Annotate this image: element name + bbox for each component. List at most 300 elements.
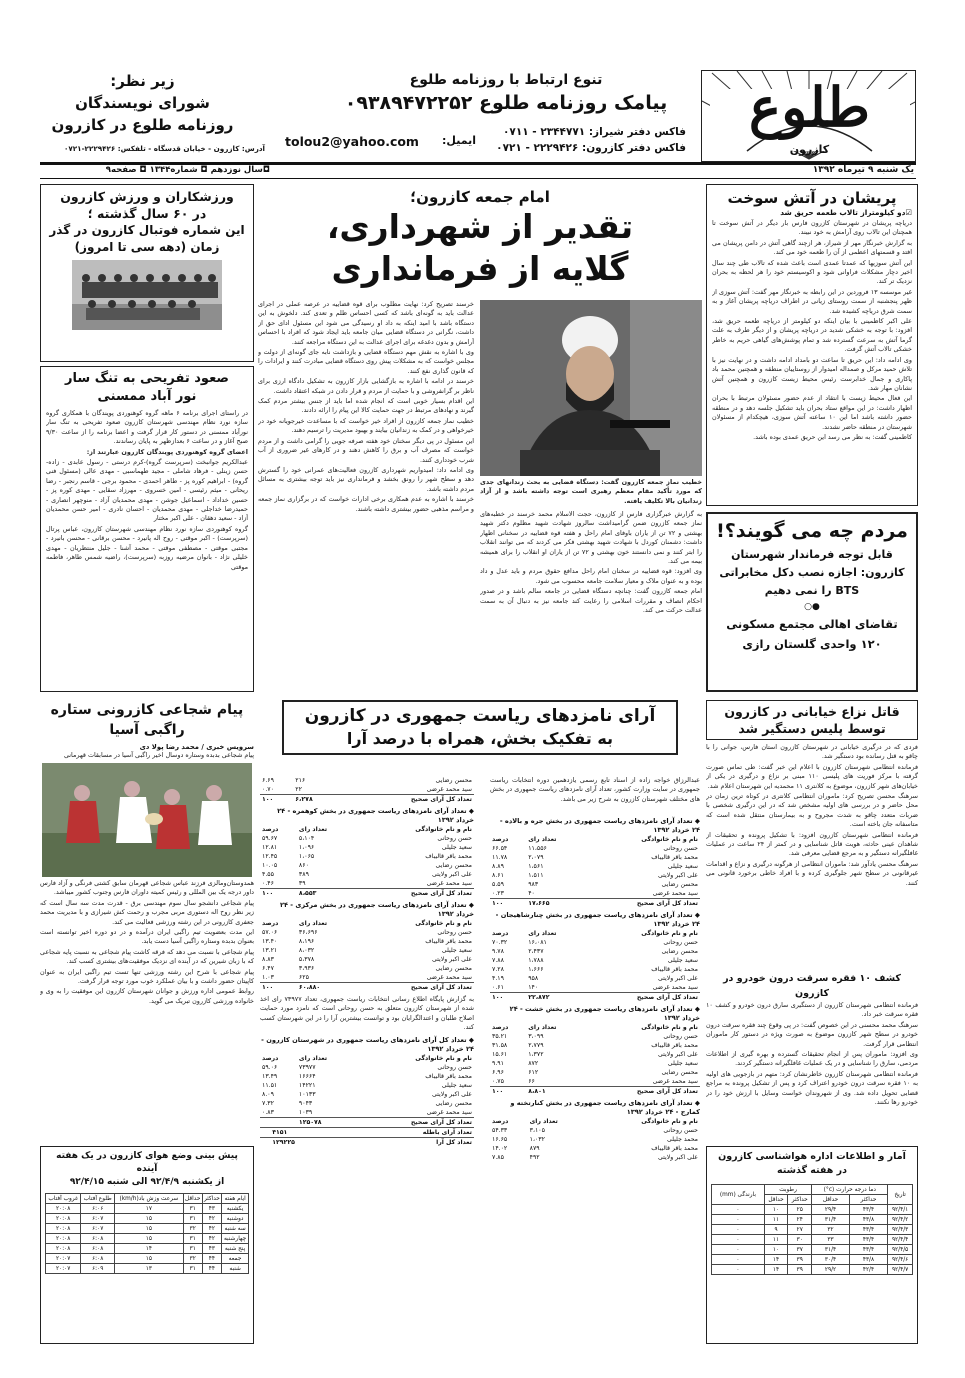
header-rule-2 — [40, 178, 916, 179]
candidate-pct: ۴.۵۵ — [262, 871, 274, 878]
lead-body-a: به گزارش خبرگزاری فارس از کازرون، حجت الاسلام محمد خرسند در خطبه‌های نماز جمعه کازرون ضمن گرامیداشت سالروز شهادت شهید مظلوم دکتر شهید بهشتی و ۷۲ تن از یاران باوفای امام راحل و هفته قوه قضاییه در سخنانی اظهار داشت: دشمنان کوردل با شهادت شهید بهشتی فکر می کردند که می توانند انقلاب را ابتر کنند و نمی دانستند خون بهشتی و ۷۲ تن از یاران او انقلاب را برای همیشه بیمه می کند. وی افزود: قوه قضاییه در سخنان امام راحل مدافع حقوق مردم و باید عدل و داد بوده و به عنوان ملاک و معیار سلامت جامعه محسوب می شود. امام جمعه کازرون گفت: چنانچه دستگاه قضایی در جامعه سالم باشد و در صدور احکام انصاف و مقررات اسلامی را رعایت کند جامعه نیز به دنبال آن به سمت عدالت حرکت می کند. — [480, 510, 702, 615]
met-row: ۹۲/۴/۳ ۴۳/۴ ۳۲ ۲۷ ۹ ۰ — [712, 1225, 913, 1235]
col-pct-header: درصد — [492, 1118, 509, 1125]
candidate-votes: ۵،۱۰۴ — [298, 835, 315, 842]
forecast-row: شنبه ۴۴ ۳۱ ۱۳ ۶:۰۹ ۲۰:۰۷ — [46, 1264, 249, 1274]
star-title-2: راگبی آسیا — [109, 722, 185, 738]
candidate-votes: ۴۰ — [528, 890, 535, 897]
candidate-votes: ۳،۰۹۹ — [528, 1033, 544, 1040]
candidate-votes: ۲۱۶ — [295, 777, 306, 784]
candidate-pct: ۹.۷۸ — [492, 948, 504, 955]
vote-row — [490, 1135, 700, 1144]
team-photo-icon — [72, 260, 222, 330]
candidate-name: محسن رضایی — [435, 777, 472, 784]
candidate-votes: ۱،۰۶۵ — [298, 853, 315, 860]
ascent-title-1: صعود تفریحی به تنگ سار — [65, 371, 229, 386]
vote-table-header — [260, 919, 474, 928]
candidate-votes: ۸،۱۹۶ — [298, 938, 315, 945]
vote-table-header — [490, 1117, 700, 1126]
candidate-name: محمد باقر قالیباف — [425, 853, 472, 860]
vote-table-title: ◆ تعداد آرای نامزدهای ریاست جمهوری در بخش کوهمره - ۲۴ خرداد ۱۳۹۲ — [277, 807, 474, 824]
forecast-row: پنج شنبه ۴۳ ۳۱ ۱۴ ۶:۰۸ ۲۰:۰۸ — [46, 1244, 249, 1254]
vote-table-block — [490, 1099, 700, 1162]
election-col-right — [490, 776, 700, 1162]
vote-table — [260, 1054, 474, 1127]
candidate-pct: ۰.۷۰ — [262, 786, 274, 793]
candidate-name: محمد باقر قالیباف — [651, 966, 698, 973]
total-pct: ۱۰۰ — [490, 1087, 526, 1097]
candidate-name: حسن روحانی — [437, 1064, 472, 1071]
vote-extra-table — [260, 1127, 474, 1147]
candidate-name: محمد باقر قالیباف — [651, 1145, 698, 1152]
candidate-votes: ۷۳۹۷۷ — [298, 1064, 316, 1071]
candidate-pct: ۵۹.۶۷ — [262, 835, 278, 842]
candidate-name: محمد باقر قالیباف — [425, 1073, 472, 1080]
vote-row — [490, 947, 700, 956]
total-pct: ۱۰۰ — [260, 795, 293, 805]
col-votes-header: تعداد رای — [528, 836, 557, 843]
election-mid-text: به گزارش پایگاه اطلاع رسانی انتخابات ریاست جمهوری، تعداد ۷۳۹۷۷ رای اخذ شده از شهرستان کازرون متعلق به حسن روحانی است که نامزد مورد حمایت اصلاح طلبان و اعتدالگرایان بود و توانست بیشترین آرا را در این شهرستان کسب کند. — [260, 995, 474, 1032]
candidate-pct: ۱۲.۴۵ — [262, 853, 278, 860]
col-pct-header: درصد — [262, 826, 279, 833]
vote-table-block — [260, 807, 474, 898]
vote-row — [260, 785, 474, 795]
candidate-pct: ۰.۲۳ — [492, 890, 504, 897]
candidate-name: علی اکبر ولایتی — [431, 1091, 472, 1098]
candidate-votes: ۲۲ — [295, 786, 302, 793]
contact-line1: تنوع ارتباط با روزنامه طلوع — [409, 72, 603, 88]
met-row: ۹۲/۴/۲ ۴۳/۸ ۳۱/۴ ۲۴ ۱۱ ۰ — [712, 1215, 913, 1225]
vote-table-title: ◆ تعداد آرای نامزدهای ریاست جمهوری در بخش مرکزی - ۲۴ خرداد ۱۳۹۲ — [279, 901, 474, 918]
vote-row — [490, 983, 700, 993]
candidate-pct: ۳۱.۵۸ — [492, 1042, 508, 1049]
extra-value: ۴۱۵۱ — [270, 1128, 338, 1138]
fire-title: پریشان در آتش سوخت — [727, 189, 897, 207]
candidate-name: محسن رضایی — [661, 881, 698, 888]
candidate-votes: ۸۷۲ — [528, 1060, 539, 1067]
candidate-votes: ۱۴۲۲۱ — [298, 1082, 316, 1089]
candidate-name: حسن روحانی — [437, 929, 472, 936]
candidate-pct: ۵۷.۰۶ — [262, 929, 278, 936]
candidate-votes: ۹۸۳ — [528, 881, 539, 888]
people-say-title: مردم چه می گویند؟! — [716, 520, 908, 542]
people-say-item2: تقاضای اهالی مجتمع مسکونی ۱۲۰ واحدی گلستان رازی — [726, 617, 898, 651]
candidate-pct: ۷.۲۸ — [492, 966, 504, 973]
vote-row — [260, 1072, 474, 1081]
total-votes: ۲۲،۸۷۲ — [526, 993, 583, 1003]
candidate-name: سید محمد غرضی — [426, 1109, 472, 1116]
vote-row — [490, 1126, 700, 1135]
candidate-votes: ۱،۶۶۶ — [528, 966, 544, 973]
forecast-row: یکشنبه ۴۳ ۳۱ ۱۷ ۶:۰۶ ۲۰:۰۸ — [46, 1204, 249, 1214]
masthead — [40, 70, 916, 180]
vote-extra-row — [260, 1138, 474, 1148]
vote-row — [490, 1144, 700, 1153]
met-table — [711, 1184, 913, 1275]
vote-row — [260, 852, 474, 861]
col-pct-header: درصد — [492, 930, 509, 937]
candidate-name: سعید جلیلی — [441, 947, 472, 954]
vote-table-header — [490, 835, 700, 844]
total-pct: ۱۰۰ — [490, 899, 526, 909]
candidate-name: سید محمد غرضی — [652, 984, 698, 991]
candidate-name: محمد باقر قالیباف — [425, 938, 472, 945]
candidate-name: سید محمد غرضی — [426, 974, 472, 981]
total-label: تعداد کل آرای صحیح — [355, 983, 474, 993]
total-pct: ۱۰۰ — [260, 983, 297, 993]
election-col-left — [260, 776, 474, 1147]
vote-row — [490, 965, 700, 974]
candidate-pct: ۷.۳۲ — [262, 1100, 274, 1107]
vote-total-row — [260, 795, 474, 805]
lead-body-b: خرسند تصریح کرد: نهایت مطلوب برای قوه قضاییه در عرصه عملی در اجرای عدالت باید به گونه‌ای باشد که کسی احساس ظلم و تعدی کند. دلخوش به این دستگاه باشد با امید اینکه به داد او رسیدگی می شود این مسئول ادای حق از داشت، نگرانی در دستگاه قضایی میان جامعه باید ایجاد شود که افراد با احساس آرامش و بدون دغدغه برای اجرای عدالت به این دستگاه مراجعه کنند. وی با اشاره به نقش مهم دستگاه قضایی و بازداشت نابه جای گونه‌ای از دولت و مجلس خواست که به مشکلات پیش روی دستگاه قضایی مبادرت کنند و ایرادات را که قانون گذاری نفع کنند. خرسند در ادامه با اشاره به بازگشایی بازار کازرون به تشکیل دادگاه ارزی برای ناظر بر گرانفروشی و با حمایت از مردم و قرار دادن در شبکه اعتقاد داشت. این اقدام بسیار خوبی است که انجام شده اما باید از جنس بیشتر مردم کمک گیرند و نهادهای مرتبط در جهت حمایت کالا این پیام را ارائه دادند. خطیب نماز جمعه کازرون از افراد خیر خواست که با مساعدت خیرجویانه خود در خیرخواهی و در کمک به زندانیان بیایند و بهبود مدیریت را ترسیم دهند. این مسئول در پی دیگر سخنان خود هفته صرفه جویی را گرامی داشت و از مردم خواست که مصرف آب و برق را کاهش دهند و در کارهای غیر ضروری از آب شرب خودداری کنند. وی ادامه داد: امیدواریم شهرداری کازرون فعالیت‌های عمرانی خود را گسترش دهد و سطح شهر را رونق بخشد و فرمانداری نیز باید توجه بیشتری به مسائل مردم داشته باشد. خرسند با اشاره به عدم همکاری برخی ادارات خواست که در برگزاری نماز جمعه و مراسم مذهبی حضور بیشتری داشته باشند. — [258, 300, 474, 513]
vote-table-block — [260, 901, 474, 992]
col-votes-header: تعداد رای — [528, 1024, 557, 1031]
met-row: ۹۲/۴/۵ ۴۳/۴ ۳۱/۴ ۳۷ ۱۰ ۰ — [712, 1245, 913, 1255]
candidate-pct: ۱۲.۸۱ — [262, 844, 278, 851]
candidate-pct: ۱۴.۰۲ — [492, 1145, 508, 1152]
candidate-votes: ۸۷۹ — [529, 1145, 540, 1152]
candidate-name: سعید جلیلی — [667, 957, 698, 964]
vote-total-row — [260, 983, 474, 993]
vote-table-title: ◆ تعداد آرای نامزدهای ریاست جمهوری در بخش کنارتخته و کمارج - ۲۴ خرداد ۱۳۹۲ — [510, 1099, 700, 1116]
candidate-name: محسن رضایی — [661, 948, 698, 955]
candidate-votes: ۱،۰۹۶ — [298, 844, 315, 851]
candidate-votes: ۹۰۴۳ — [298, 1100, 313, 1107]
candidate-votes: ۸۶۰ — [298, 862, 309, 869]
rugby-players-icon — [42, 763, 252, 877]
candidate-votes: ۳۹ — [298, 880, 306, 887]
vote-row — [490, 974, 700, 983]
candidate-votes: ۱۰۱۳۳ — [298, 1091, 316, 1098]
star-article — [40, 700, 254, 1140]
vote-table — [490, 1023, 700, 1096]
met-row: ۹۲/۴/۴ ۴۳/۴ ۳۳ ۳۰ ۱۱ ۰ — [712, 1235, 913, 1245]
col-name-header: نام و نام خانوادگی — [415, 920, 472, 927]
vote-row — [490, 938, 700, 947]
football-team-photo — [72, 260, 222, 330]
vote-total-row — [260, 889, 474, 899]
people-say-dots: ●○ — [804, 602, 820, 612]
fax-shiraz: فاکس دفتر شیراز: ۲۳۴۴۷۷۱ - ۰۷۱۱ — [503, 126, 686, 138]
candidate-name: سعید جلیلی — [441, 1082, 472, 1089]
logo-text: طلوع — [749, 75, 870, 139]
vote-table — [490, 1117, 700, 1162]
total-label: تعداد کل آرای صحیح — [584, 1087, 700, 1097]
lead-headline-1: تقدیر از شهرداری، — [326, 207, 634, 246]
vote-table-block — [490, 817, 700, 908]
candidate-pct: ۸.۰۹ — [262, 1091, 274, 1098]
col-votes-header: تعداد رای — [298, 920, 328, 927]
email-label: ایمیل: — [442, 134, 476, 147]
total-votes: ۸،۵۵۳ — [297, 889, 356, 899]
candidate-name: علی اکبر ولایتی — [657, 872, 698, 879]
vote-row — [260, 843, 474, 852]
col-votes-header: تعداد رای — [529, 1118, 558, 1125]
vote-row — [260, 964, 474, 973]
candidate-name: محسن رضایی — [435, 965, 472, 972]
forecast-subtitle: از یکشنبه ۹۲/۴/۹ الی شنبه ۹۲/۴/۱۵ — [69, 1177, 225, 1187]
candidate-votes: ۱۶،۰۸۱ — [528, 939, 547, 946]
candidate-votes: ۹۵۸ — [528, 975, 539, 982]
candidate-pct: ۱۶.۶۵ — [492, 1136, 508, 1143]
vote-row — [490, 1059, 700, 1068]
candidate-name: سید محمد غرضی — [652, 890, 698, 897]
candidate-pct: ۸.۶۱ — [492, 872, 504, 879]
issue-number: ◘سال نوزدهم ◘ شماره۱۳۴۴ ◘ صفحه۹ — [105, 165, 270, 175]
vote-table — [490, 835, 700, 908]
star-byline: سرویس خبری / محمد رضا پولا دی — [139, 743, 254, 751]
candidate-pct: ۰.۸۳ — [262, 1109, 274, 1116]
vote-row — [490, 889, 700, 899]
vote-total-row — [490, 993, 700, 1003]
candidate-votes: ۱،۵۶۱ — [528, 863, 544, 870]
candidate-name: حسن روحانی — [663, 1033, 698, 1040]
candidate-votes: ۸،۰۳۲ — [298, 947, 315, 954]
election-title-box — [282, 700, 678, 755]
candidate-pct: ۷.۸۵ — [492, 1154, 504, 1161]
candidate-name: علی اکبر ولایتی — [657, 1051, 698, 1058]
people-say-box — [706, 512, 918, 692]
vote-row — [260, 879, 474, 889]
candidate-name: محمد باقر قالیباف — [651, 1042, 698, 1049]
col-pct-header: درصد — [262, 1055, 279, 1062]
candidate-pct: ۵.۵۹ — [492, 881, 504, 888]
editorial-body1: شورای نویسندگان — [75, 94, 210, 112]
candidate-votes: ۱۶۶۶۴ — [298, 1073, 316, 1080]
candidate-votes: ۶۶ — [528, 1078, 535, 1085]
col-name-header: نام و نام خانوادگی — [641, 836, 698, 843]
vote-row — [490, 1041, 700, 1050]
sports-box — [40, 184, 254, 362]
candidate-votes: ۱،۷۸۸ — [528, 957, 544, 964]
col-votes-header: تعداد رای — [298, 1055, 328, 1062]
candidate-votes: ۳،۹۳۶ — [298, 965, 315, 972]
candidate-votes: ۳۶،۶۹۶ — [298, 929, 318, 936]
vote-row — [260, 834, 474, 843]
candidate-pct: ۵۴.۳۳ — [492, 1127, 508, 1134]
vote-row — [490, 853, 700, 862]
col-votes-header: تعداد رای — [528, 930, 557, 937]
forecast-header-row: ایام هفته حداکثر حداقل سرعت وزش باد(km/h) طلوع آفتاب غروب آفتاب — [46, 1194, 249, 1204]
vote-row — [490, 871, 700, 880]
total-votes: ۶۰،۸۸۰ — [297, 983, 356, 993]
candidate-name: حسن روحانی — [663, 845, 698, 852]
editorial-title: زیر نظر: — [110, 72, 175, 90]
total-label: تعداد کل آرای صحیح — [355, 1118, 474, 1128]
vote-row — [490, 1153, 700, 1162]
vote-table-header — [260, 1054, 474, 1063]
candidate-votes: ۱۴۰ — [528, 984, 539, 991]
imam-photo — [480, 300, 702, 476]
vote-total-row — [490, 899, 700, 909]
met-row: ۹۲/۴/۷ ۴۲/۴ ۲۹/۲ ۳۹ ۱۴ ۰ — [712, 1265, 913, 1275]
candidate-pct: ۵۹.۰۶ — [262, 1064, 278, 1071]
met-row: ۹۲/۴/۶ ۴۳/۸ ۳۰/۴ ۳۹ ۱۴ ۰ — [712, 1255, 913, 1265]
candidate-pct: ۴.۱۹ — [492, 975, 504, 982]
candidate-name: سعید جلیلی — [667, 1060, 698, 1067]
vote-table-block — [260, 776, 474, 804]
logo-box — [701, 70, 916, 162]
vote-row — [260, 973, 474, 983]
vote-extra-row — [260, 1128, 474, 1138]
total-pct: ۱۰۰ — [490, 993, 526, 1003]
ascent-body: در راستای اجرای برنامه ۶ ماهه گروه کوهنوردی پویندگان با همکاری گروه سازه نورد نظام مهندسی شهرستان کازرون صعود تفریحی به تنگ سار نورآباد ممسنی در دستور کار قرار گرفت و اعضا برنامه را از ساعت ۹/۳۰ صبح آغاز و در ساعت ۶ بعدازظهر به پایان رساندند. اعضای گروه کوهنوردی پویندگان کازرون عبارتند از: عبدالکریم جوانبخت (سرپرست گروه)-کرم درستی - رسول عابدی - زاده-حسن زینلی - فرهاد شاملی - مجید طهماسبی - مهدی عالی (مسئول فنی گروه) - ابراهیم کوره پز - طاهر احمدی - محمود برجی - قاسم رنجبر - رضا ریحانی - میثم رئیسی - امین خسروی - مهرزاد سقایی - مهدی کوره پز - حسین خداداد - اسماعیل جوشن - مهدی محمدیان آزاد - منوچهر انصاری - حمیدرضا خداجلی - مهدی محمدیان - احسان نادری - امیر حسن محمدیان آزاد - سعید دهقان - علی اکبر مختار گروه کوهنوردی سازه نورد نظام مهندسی شهرستان کازرون، عباس پرتال (سرپرست) - اکبر موقتی - روح اله پانیرد - محسن برقانی - محسن بانیرد - مجتبی موقتی - مصطفی موقتی - محمد آشنا - جلیل منتظریان - مهدی خلیلی نژاد - بانوان مرضیه روزبه (سرپرست)، راضیه شمس طاهر، فاطمه موقتی — [46, 409, 248, 571]
murderer-body: فردی که در درگیری خیابانی در شهرستان کازرون استان فارس، جوانی را با چاقو به قتل رسانده بود دستگیر شد. فرمانده انتظامی شهرستان کازرون با اعلام این خبر گفت: طی تماس صورت گرفته با مرکز فوریت های پلیسی ۱۱۰ مبنی بر نزاع و درگیری در یکی از خیابان‌های شهر کازرون، موضوع به کلانتری ۱۱ محمدیه این شهرستان اعلام شد. سرهنگ محسن تصریح کرد: ماموران انتظامی کلانتری در کوتاه ترین زمان در محل حاضر و در بررسی های اولیه مشخص شد که در این درگیری شخصی با ضربات متعدد چاقو به شدت مجروح و به بیمارستان منتقل شده است که متاسفانه جان باخته است. فرمانده انتظامی شهرستان کازرون افزود: با تشکیل پرونده و تحقیقات از شاهدان عینی حادثه، هویت قاتل شناسایی و در کمتر از ۲۴ ساعت در عملیات غافلگیرانه دستگیر و به مرجع قضایی معرفی شد. سرهنگ محسن یادآور شد: ماموران انتظامی از هرگونه درگیری و نزاع و اقدامات غیرقانونی در سطح شهر جلوگیری کرده و با افراد خاطی برخورد قانونی می کنند. — [706, 743, 918, 887]
murderer-article — [706, 700, 918, 1140]
vote-row — [260, 1081, 474, 1090]
vote-row — [490, 956, 700, 965]
total-votes: ۱۲۵۰۷۸ — [297, 1118, 356, 1128]
candidate-votes: ۳۸۹ — [298, 871, 309, 878]
candidate-pct: ۱۰.۰۵ — [262, 862, 278, 869]
imam-portrait-icon — [480, 300, 702, 476]
total-label: تعداد کل آرای صحیح — [584, 993, 700, 1003]
rugby-photo — [42, 763, 252, 877]
candidate-pct: ۰.۷۵ — [492, 1078, 504, 1085]
col-name-header: نام و نام خانوادگی — [641, 1118, 698, 1125]
forecast-title: پیش بینی وضع هوای کازرون در یک هفته آینده — [56, 1151, 238, 1174]
candidate-pct: ۱۳.۴۰ — [262, 938, 278, 945]
candidate-name: حسن روحانی — [663, 1127, 698, 1134]
candidate-votes: ۱،۵۱۱ — [528, 872, 544, 879]
candidate-name: علی اکبر ولایتی — [431, 871, 472, 878]
candidate-votes: ۱،۳۷۲ — [528, 1051, 544, 1058]
vote-table-title: ◆ تعداد آرای نامزدهای ریاست جمهوری در بخش چنارشاهیجان - ۲۴ خرداد ۱۳۹۲ — [495, 911, 700, 928]
election-intro: عبدالرزاق خواجه زاده از اسناد تابع رسمی یازدهمین دوره انتخابات ریاست جمهوری در سایت وزارت کشور، تعداد آرای نامزدهای ریاست جمهوری در بخش های مختلف شهرستان کازرون به شرح زیر می باشد. — [490, 776, 700, 803]
vote-table — [260, 919, 474, 992]
issue-date: یک شنبه ۹ تیرماه ۱۳۹۲ — [812, 165, 914, 175]
vote-table-header — [490, 1023, 700, 1032]
met-stats-box — [706, 1146, 918, 1344]
extra-value: ۱۲۹۲۲۵ — [270, 1138, 338, 1148]
vote-table-title: ◆ تعداد کل آرای نامزدهای ریاست جمهوری در شهرستان کازرون - ۲۴ خرداد ۱۳۹۲ — [261, 1036, 474, 1053]
candidate-votes: ۶۱۲ — [528, 1069, 539, 1076]
vote-row — [260, 928, 474, 937]
candidate-pct: ۶.۹۶ — [492, 1069, 504, 1076]
met-subheader-row: حداکثر حداقل حداکثر حداقل — [712, 1195, 913, 1205]
sports-title-1: ورزشکاران و ورزش کازرون — [60, 189, 234, 204]
candidate-name: علی اکبر ولایتی — [431, 956, 472, 963]
candidate-pct: ۱۳.۲۱ — [262, 947, 278, 954]
candidate-pct: ۳۵.۲۱ — [492, 1033, 508, 1040]
candidate-name: محمد باقر قالیباف — [651, 854, 698, 861]
vote-table-title: ◆ تعداد آرای نامزدهای ریاست جمهوری در بخش جره و بالاده - ۲۴ خرداد ۱۳۹۲ — [499, 817, 700, 834]
candidate-votes: ۱۱،۵۵۶ — [528, 845, 547, 852]
vote-table — [260, 776, 474, 804]
vote-table-header — [260, 825, 474, 834]
candidate-pct: ۶۶.۵۴ — [492, 845, 508, 852]
candidate-votes: ۲،۰۷۹ — [528, 854, 544, 861]
star-lead: پیام شجاعی بدبده وستاره دوسال اخیر راگبی آسیا در مسابقات قهرمانی — [63, 751, 254, 759]
candidate-votes: ۶۲۵ — [298, 974, 309, 981]
vote-row — [490, 1050, 700, 1059]
candidate-name: حسن روحانی — [437, 835, 472, 842]
vote-row — [490, 1077, 700, 1087]
col-name-header: نام و نام خانوادگی — [415, 826, 472, 833]
candidate-name: محسن رضایی — [435, 1100, 472, 1107]
candidate-name: حسن روحانی — [663, 939, 698, 946]
candidate-name: محسن رضایی — [435, 862, 472, 869]
vote-row — [260, 955, 474, 964]
candidate-pct: ۱۱.۵۱ — [262, 1082, 278, 1089]
candidate-name: محسن رضایی — [661, 1069, 698, 1076]
vote-table — [260, 825, 474, 898]
vote-row — [490, 1032, 700, 1041]
star-body: همدوستان‌ومالزی فرزند عباس شجاعی قهرمان سابق کشتی فرنگی و آزاد فارس داور درجه یک بین المللی و رئیس کمیته داوران فارس وجنوب کشور میباشد. پیام شجاعی دانشجو سال سوم مهندسی برق - قدرت مدت سه سال است که زیر نظر روح اله دستوری مربی مجرب و رحمت کش شیرازی و با مدیریت محمد جعفری کازرونی در این رشته ورزشی فعالیت می کند. این مدت بعضویت تیم راگبی ایران درآمده و در دو دوره اخیر توانسته است بعنوان بدبده وستاره راگبی آسیا دست یابد. پیام شجاعی با نسبت می دهد که فرقه کاشت پیام شجاعی به نسبت پایه شجاعی که با زبان شیرین که در آینده ای نزدیک موفقیت‌های بیشتری کسب کند. پیام شجاعی با شرح این رشته ورزشی تنها تست تیم راگبی ایران به عنوان کاپیتان حضور داشت و با بیان عملکرد خوب مورد توجه قرار گرفت. روابط عمومی اداره ورزش و جوانان شهرستان کازرون این موفقیت را به وی و خانواده ورزشی کازرون تبریک می گوید. — [40, 879, 254, 1005]
vote-row — [260, 1090, 474, 1099]
candidate-name: علی اکبر ولایتی — [657, 1154, 698, 1161]
extra-blank — [260, 1138, 270, 1148]
ascent-title-2: نور آباد ممسنی — [97, 389, 197, 404]
met-title-1: آمار و اطلاعات اداره هواشناسی کازرون — [718, 1151, 906, 1162]
candidate-pct: ۰.۶۱ — [492, 984, 504, 991]
vote-row — [260, 937, 474, 946]
met-header-row: تاریخ دما درجه حرارت (c°) رطوبت بارندگی (mm) — [712, 1185, 913, 1195]
candidate-pct: ۸.۸۹ — [492, 863, 504, 870]
candidate-name: سعید جلیلی — [441, 844, 472, 851]
vote-table-block — [260, 1036, 474, 1127]
sports-title-3: این شماره فوتبال کازرون در گذر زمان (دهه سی تا امروز) — [49, 223, 245, 254]
vote-total-row — [490, 1087, 700, 1097]
candidate-name: سید محمد غرضی — [426, 880, 472, 887]
total-label: تعداد کل آرای صحیح — [355, 889, 474, 899]
vote-row — [260, 1099, 474, 1108]
vote-table-block — [490, 1005, 700, 1096]
sports-title-2: در ۶۰ سال گذشته ؛ — [87, 206, 207, 221]
theft-body: فرمانده انتظامی شهرستان کازرون از دستگیری سارق درون خودرو و کشف ۱۰ فقره سرقت خبر داد. سرهنگ محمد محسنی در این خصوص گفت: در پی وقوع چند فقره سرقت درون خودرو در سطح شهر کازرون موضوع به صورت ویژه در دستور کار ماموران انتظامی قرار گرفت. وی افزود: ماموران پس از انجام تحقیقات گسترده و بهره گیری از اطلاعات مردمی، سارق را شناسایی و در یک عملیات غافلگیرانه دستگیر کردند. فرمانده انتظامی شهرستان کازرون خاطرنشان کرد: متهم در بازجویی های اولیه به ۱۰ فقره سرقت درون خودرو اعتراف کرد و پس از تشکیل پرونده به مراجع قضایی تحویل داده شد. وی از شهروندان خواست وسایل با ارزش خود را در خودرو رها نکنند. — [706, 1001, 918, 1107]
lead-kicker: امام جمعه کازرون؛ — [410, 188, 550, 206]
vote-row — [260, 1108, 474, 1118]
logo-city: کازرون — [789, 143, 830, 156]
editorial-body2: روزنامه طلوع در کازرون — [51, 116, 234, 134]
vote-total-row — [260, 1118, 474, 1128]
total-pct: ۱۰۰ — [260, 889, 297, 899]
fire-body: دریاچه پریشان در شهرستان کازرون فارس بار دیگر در آتش سوخت تا همچنان این تالاب روی آرامش به خود نبیند. به گزارش خبرنگار مهر از شیراز، هر ازچند گاهی آتش در دامن پریشان می افتد و قسمتهای اعظمی از آن را طعمه خود می کند. این آتش سوزیها که عمدتا عمدی است باعث شده که تالاب طی چند سال اخیر دچار مشکلات فراوانی شود و اکوسیستم خود را هر لحظه به بحران نزدیک تر کند. غیر موسسه ۱۳ فروردین در این رابطه به خبرنگار مهر گفت: آتش سوزی از ظهر پنجشنبه از سمت روستای زیانی در اطراف دریاچه پریشان آغاز و به سمت شرق دریاچه کشیده شد. علی اکبر کاظمینی با بیان اینکه دو کیلومتر از دریاچه طعمه حریق شد، افزود: با توجه به خشکی شدید در دریاچه پریشان و از دیگر طرف به علت گرما آتش به سرعت گسترده شد و تمام پوشش‌های گیاهی حریم به خاطر خشکی تالاب آتش گرفت. وی ادامه داد: این حریق تا ساعت دو بامداد ادامه داشت و در نهایت نیز با تلاش حمید مرکل و صمداله امیدوار از روستاییان منطقه و همچنین محمد باد پاکاری و جمال خدابرست رئیس محیط زیست کازرون و همچنین آتش نشانان مهار شد. این فعال محیط زیست با انتقاد از عدم حضور مسئولان مرتبط با بحران اظهار داشت: در این مواقع ستاد بحران باید تشکیل جلسه دهد و در منطقه حضور داشته باشد اما این ۱۰ ساعته آتش سوزی، هیچکدام از مسئولان شهرستان در منطقه حاضر نشدند. کاظمینی گفت: به نظر می رسد این حریق عمدی بوده باشد. — [712, 219, 912, 441]
forecast-table — [45, 1193, 249, 1274]
people-say-item1: قابل توجه فرماندار شهرستان کازرون: اجازه نصب دکل مخابراتی BTS را نمی دهیم — [719, 548, 905, 597]
murderer-title-2: توسط پلیس دستگیر شد — [738, 721, 886, 736]
vote-row — [490, 844, 700, 853]
col-name-header: نام و نام خانوادگی — [641, 1024, 698, 1031]
fire-article — [706, 184, 918, 506]
candidate-pct: ۱۱.۷۸ — [492, 854, 508, 861]
address: آدرس: کازرون - خیابان قدسگاه - تلفکس: ۲۲۲۹۴۲۶-۰۷۲۱ — [64, 144, 265, 153]
candidate-pct: ۹.۹۱ — [492, 1060, 504, 1067]
ascent-box — [40, 366, 254, 692]
fire-subtitle: ☑دو کیلومتراز تالاب طعمه حریق شد — [780, 208, 912, 217]
candidate-pct: ۸.۸۳ — [262, 956, 274, 963]
vote-row — [260, 1063, 474, 1072]
vote-row — [490, 880, 700, 889]
murderer-title-box — [706, 700, 918, 740]
candidate-votes: ۲،۴۳۷ — [528, 948, 544, 955]
extra-label: تعداد آرای باطله — [338, 1128, 474, 1138]
candidate-pct: ۱۳.۴۹ — [262, 1073, 278, 1080]
candidate-pct: ۱۵.۶۱ — [492, 1051, 508, 1058]
lead-headline-2: گلایه از فرمانداری — [331, 249, 629, 288]
candidate-votes: ۲،۷۷۹ — [528, 1042, 544, 1049]
total-votes: ۱۷،۶۶۵ — [526, 899, 583, 909]
email-link[interactable]: tolou2@yahoo.com — [285, 134, 419, 149]
total-label: تعداد کل آرای صحیح — [338, 795, 474, 805]
col-pct-header: درصد — [492, 836, 509, 843]
election-section — [260, 700, 700, 1350]
election-title-1: آرای نامزدهای ریاست جمهوری در کازرون — [304, 706, 656, 726]
candidate-pct: ۰.۴۶ — [262, 880, 274, 887]
vote-row — [260, 946, 474, 955]
vote-table-block — [490, 911, 700, 1002]
